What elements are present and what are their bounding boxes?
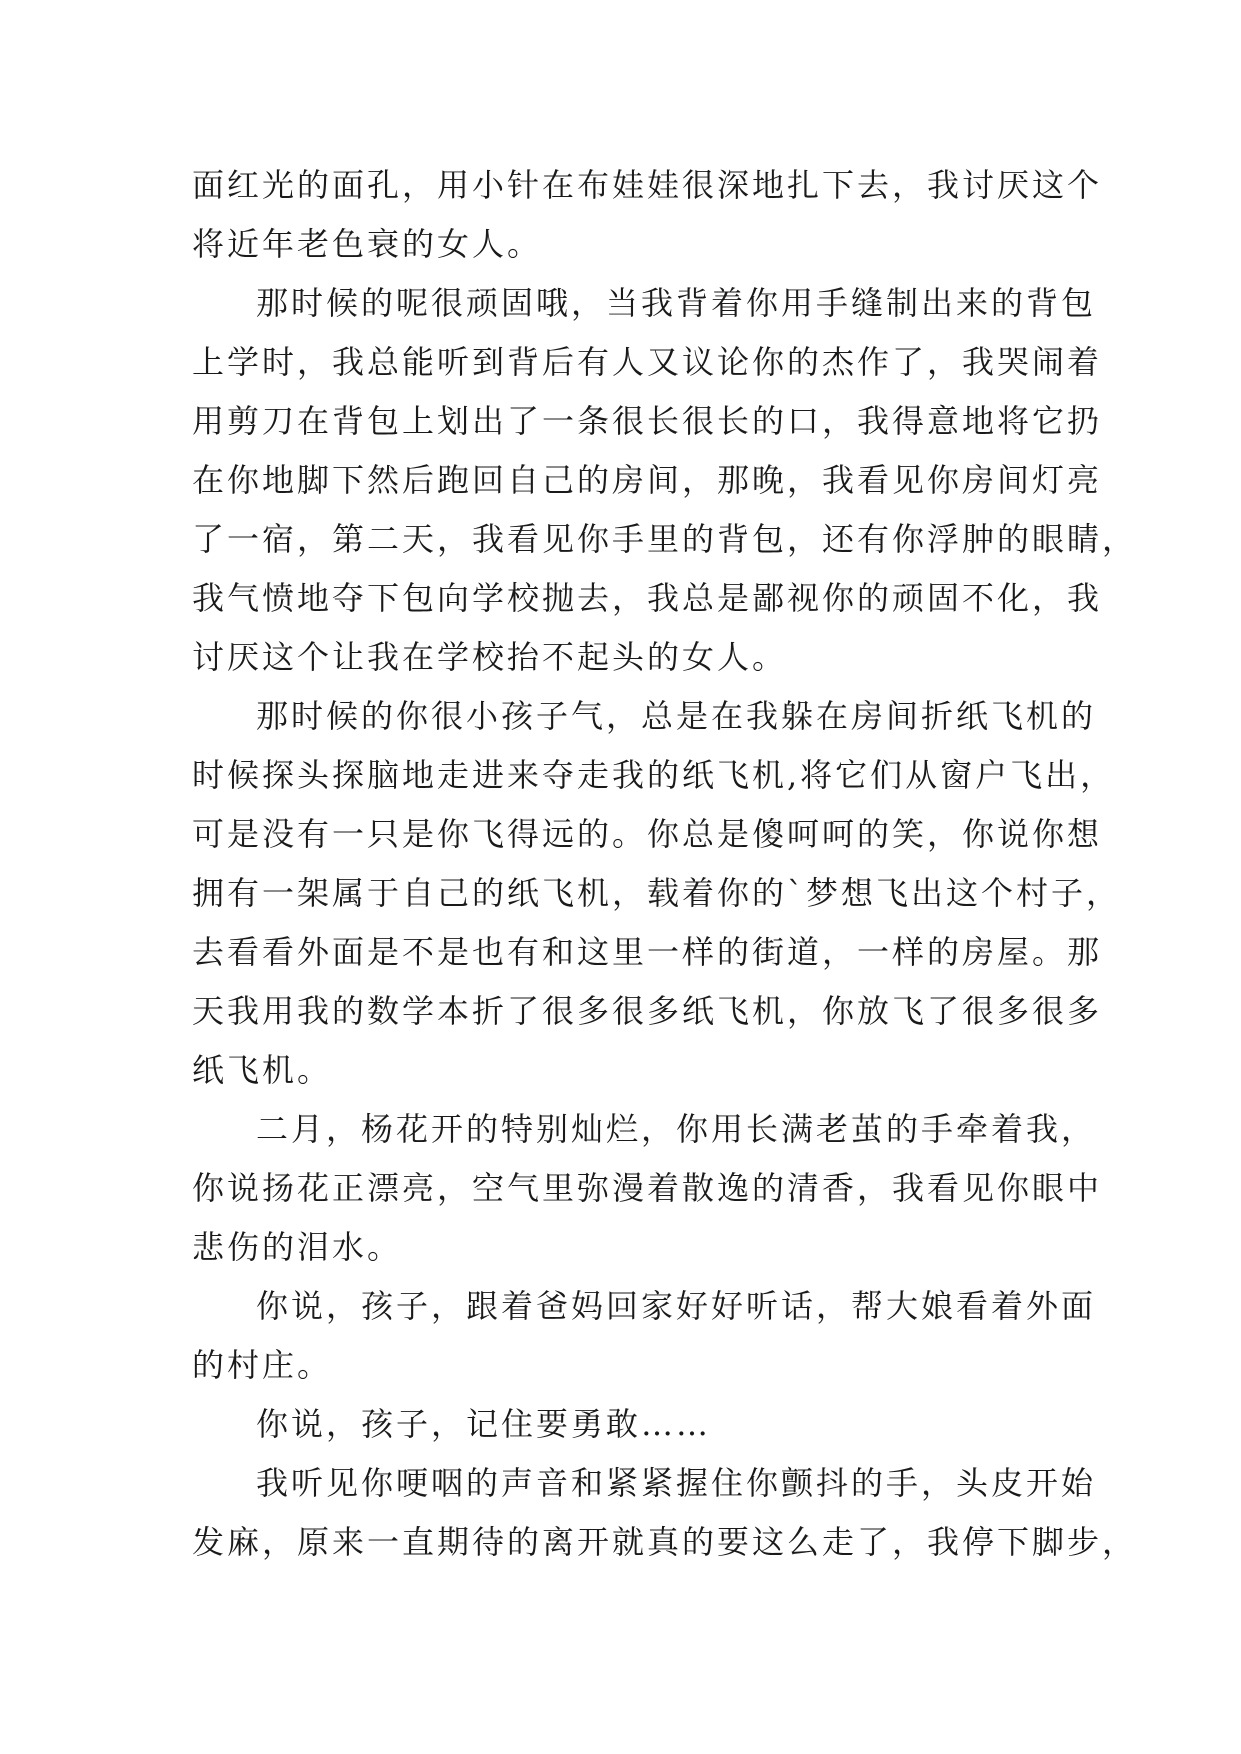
paragraph-first-line: 你说，孩子，记住要勇敢…… [256, 1405, 712, 1443]
paragraph-first-line: 我听见你哽咽的声音和紧紧握住你颤抖的手，头皮开始 [256, 1464, 1097, 1502]
text-line: 纸飞机。 [192, 1051, 333, 1089]
text-line: 面红光的面孔，用小针在布娃娃很深地扎下去，我讨厌这个 [192, 166, 1103, 204]
text-line: 时候探头探脑地走进来夺走我的纸飞机,将它们从窗户飞出， [192, 756, 1116, 794]
text-line: 天我用我的数学本折了很多很多纸飞机，你放飞了很多很多 [192, 992, 1103, 1030]
text-line: 讨厌这个让我在学校抬不起头的女人。 [192, 638, 788, 676]
text-line: 可是没有一只是你飞得远的。你总是傻呵呵的笑，你说你想 [192, 815, 1103, 853]
paragraph-first-line: 那时候的呢很顽固哦，当我背着你用手缝制出来的背包 [256, 284, 1097, 322]
text-line: 的村庄。 [192, 1346, 333, 1384]
text-line: 悲伤的泪水。 [192, 1228, 403, 1266]
text-line: 我气愤地夺下包向学校抛去，我总是鄙视你的顽固不化，我 [192, 579, 1103, 617]
text-line: 上学时，我总能听到背后有人又议论你的杰作了，我哭闹着 [192, 343, 1103, 381]
text-line: 在你地脚下然后跑回自己的房间，那晚，我看见你房间灯亮 [192, 461, 1103, 499]
text-line: 了一宿，第二天，我看见你手里的背包，还有你浮肿的眼睛， [192, 520, 1138, 558]
text-line: 用剪刀在背包上划出了一条很长很长的口，我得意地将它扔 [192, 402, 1103, 440]
text-line: 拥有一架属于自己的纸飞机，载着你的`梦想飞出这个村子， [192, 874, 1122, 912]
text-line: 将近年老色衰的女人。 [192, 225, 543, 263]
text-line: 你说扬花正漂亮，空气里弥漫着散逸的清香，我看见你眼中 [192, 1169, 1103, 1207]
paragraph-first-line: 你说，孩子，跟着爸妈回家好好听话，帮大娘看着外面 [256, 1287, 1097, 1325]
paragraph-first-line: 那时候的你很小孩子气，总是在我躲在房间折纸飞机的 [256, 697, 1097, 735]
text-line: 发麻，原来一直期待的离开就真的要这么走了，我停下脚步， [192, 1523, 1138, 1561]
body-text [192, 156, 1138, 1572]
text-line: 去看看外面是不是也有和这里一样的街道，一样的房屋。那 [192, 933, 1103, 971]
paragraph-first-line: 二月，杨花开的特别灿烂，你用长满老茧的手牵着我， [256, 1110, 1097, 1148]
